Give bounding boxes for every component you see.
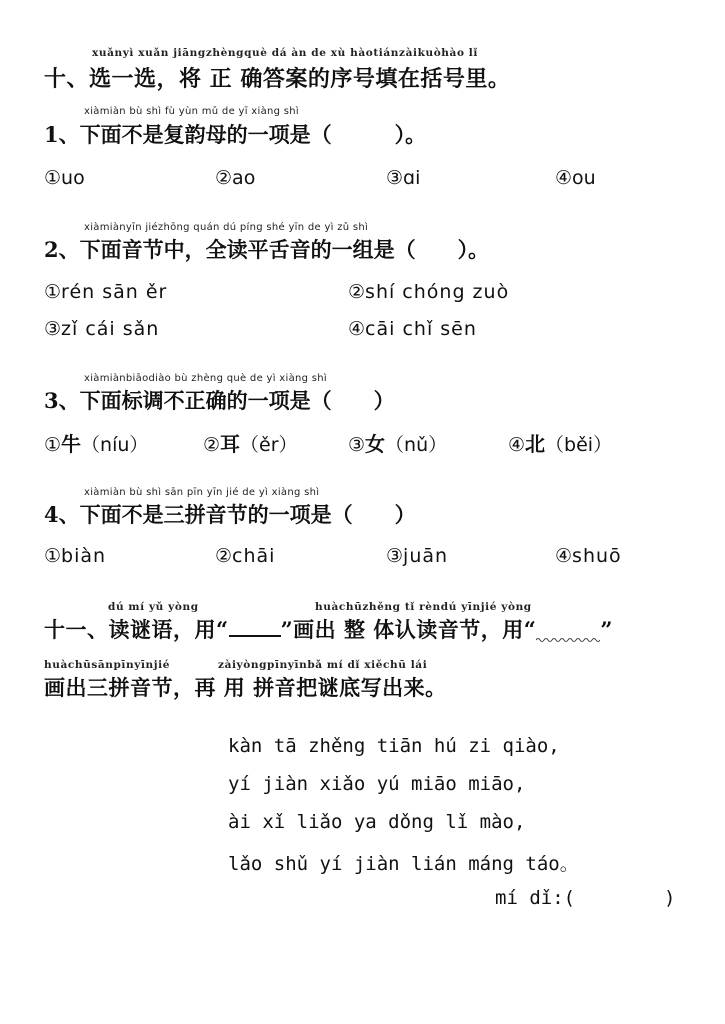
option-text: shí chóng zuò	[365, 281, 510, 303]
q4-pinyin: xiàmiàn bù shì sān pīn yīn jié de yì xiàng shì	[84, 487, 320, 498]
option-character: 耳	[220, 432, 241, 456]
option-character: 女	[365, 432, 386, 456]
q1-text: 1、下面不是复韵母的一项是（ ）。	[44, 122, 427, 147]
option-character: 牛	[61, 432, 82, 456]
q4-text: 4、下面不是三拼音节的一项是（ ）	[44, 502, 416, 527]
solid-underline-sample	[229, 617, 281, 637]
option-marker: ④	[555, 545, 573, 567]
option-marker: ①	[44, 545, 62, 567]
section10-title: 十、选一选，将 正 确答案的序号填在括号里。	[44, 66, 511, 92]
q2-text: 2、下面音节中，全读平舌音的一组是（ ）。	[44, 237, 490, 262]
option-marker: ④	[508, 434, 526, 456]
section11-pinyin-d: zàiyòngpīnyīnbǎ mí dǐ xiěchū lái	[218, 659, 428, 671]
section11-pinyin-b: huàchūzhěng tǐ rèndú yīnjié yòng	[315, 601, 532, 613]
section11-text-1: 十一、读谜语，用“	[44, 617, 229, 642]
q1-option-1[interactable]	[44, 167, 85, 189]
q2-pinyin: xiàmiànyīn jiézhōng quán dú píng shé yīn de yì zǔ shì	[84, 222, 369, 233]
section11-title-line2: 画出三拼音节，再 用 拼音把谜底写出来。	[44, 675, 447, 700]
riddle-line-1: kàn tā zhěng tiān hú zi qiào,	[228, 735, 560, 757]
answer-blank[interactable]	[580, 884, 660, 910]
option-text: rén sān ěr	[61, 281, 168, 303]
option-marker: ①	[44, 167, 62, 189]
q1-pinyin: xiàmiàn bù shì fù yùn mǔ de yī xiàng shì	[84, 106, 299, 117]
option-text: shuō	[572, 545, 622, 567]
option-text: （nǔ）	[385, 434, 448, 456]
q4-option-4[interactable]	[555, 545, 622, 567]
option-text: zǐ cái sǎn	[61, 318, 160, 340]
option-text: （běi）	[545, 434, 613, 456]
option-marker: ③	[386, 167, 404, 189]
q2-option-2[interactable]	[348, 281, 509, 303]
option-marker: ②	[215, 167, 233, 189]
section11-text-2: ”画出 整 体认读音节，用“	[280, 617, 537, 642]
option-marker: ③	[386, 545, 404, 567]
option-text: uo	[61, 167, 85, 189]
q3-option-2[interactable]	[203, 428, 298, 457]
q1-option-3[interactable]	[386, 167, 420, 189]
option-marker: ②	[348, 281, 366, 303]
option-text: （ěr）	[240, 434, 298, 456]
option-marker: ①	[44, 434, 62, 456]
section11-pinyin-c: huàchūsānpīnyīnjié	[44, 659, 171, 671]
option-text: ao	[232, 167, 256, 189]
q2-option-4[interactable]	[348, 318, 477, 340]
option-marker: ③	[348, 434, 366, 456]
option-text: biàn	[61, 545, 107, 567]
section10-pinyin: xuǎnyì xuǎn jiāngzhèngquè dá àn de xù hàotiánzàikuòhào lǐ	[92, 47, 478, 59]
option-text: chāi	[232, 545, 276, 567]
section11-title-line1	[44, 614, 613, 644]
option-text: （níu）	[81, 434, 149, 456]
riddle-line-4: lǎo shǔ yí jiàn lián máng táo。	[228, 853, 579, 875]
option-marker: ②	[203, 434, 221, 456]
option-marker: ③	[44, 318, 62, 340]
option-text: ou	[572, 167, 596, 189]
option-marker: ①	[44, 281, 62, 303]
q3-option-3[interactable]	[348, 428, 447, 457]
q2-option-3[interactable]	[44, 318, 159, 340]
option-character: 北	[525, 432, 546, 456]
wavy-underline-sample	[536, 619, 600, 637]
option-marker: ②	[215, 545, 233, 567]
option-marker: ④	[348, 318, 366, 340]
answer-label: mí dǐ:(	[495, 887, 576, 909]
riddle-line-2: yí jiàn xiǎo yú miāo miāo,	[228, 773, 526, 795]
q1-option-4[interactable]	[555, 167, 596, 189]
riddle-line-3: ài xǐ liǎo ya dǒng lǐ mào,	[228, 811, 526, 833]
q3-pinyin: xiàmiànbiāodiào bù zhèng què de yì xiàng shì	[84, 373, 327, 384]
section11-text-3: ”	[600, 617, 613, 642]
option-text: juān	[403, 545, 449, 567]
option-text: cāi chǐ sēn	[365, 318, 477, 340]
section11-pinyin-a: dú mí yǔ yòng	[108, 601, 199, 613]
q2-option-1[interactable]	[44, 281, 167, 303]
q4-option-3[interactable]	[386, 545, 448, 567]
q3-text: 3、下面标调不正确的一项是（ ）	[44, 388, 395, 413]
q1-option-2[interactable]	[215, 167, 255, 189]
q3-option-4[interactable]	[508, 428, 612, 457]
q4-option-1[interactable]	[44, 545, 106, 567]
q4-option-2[interactable]	[215, 545, 275, 567]
q3-option-1[interactable]	[44, 428, 148, 457]
answer-close: )	[664, 887, 676, 909]
option-text: ɑi	[403, 167, 421, 189]
option-marker: ④	[555, 167, 573, 189]
